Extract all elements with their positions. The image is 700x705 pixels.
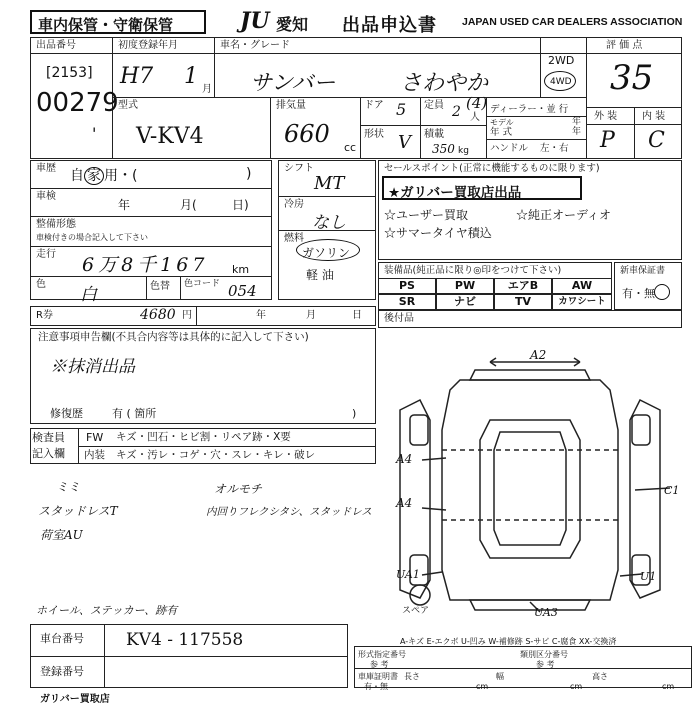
- fuel-label: 燃料: [284, 233, 304, 244]
- category-ref: 参 考: [536, 660, 555, 669]
- mark-c1: C1: [664, 484, 680, 497]
- inspector-note-4: オルモチ: [214, 482, 263, 496]
- r-ticket-day: 日: [352, 310, 362, 321]
- ju-logo: JU: [240, 8, 270, 34]
- maintenance-label: 整備形態: [36, 219, 76, 230]
- inspector-label: 検査員: [32, 431, 65, 444]
- length-cm: cm: [476, 682, 489, 691]
- handle-options: 左・右: [540, 143, 569, 154]
- lot-number-label: 出品番号: [36, 40, 76, 51]
- color-value: 白: [80, 285, 97, 305]
- warranty-circle: [654, 284, 670, 300]
- divider: [634, 107, 635, 159]
- mark-a2: A2: [530, 348, 547, 362]
- history-post: 用・(: [104, 168, 138, 184]
- declaration-label: 注意事項申告欄(不具合内容等は具体的に記入して下さい): [38, 331, 309, 343]
- equip-ps: PS: [378, 278, 436, 294]
- fuel-gas-circle: [296, 239, 360, 261]
- storage-box: [30, 10, 206, 34]
- reg-month: 1: [184, 64, 198, 89]
- maintenance-note: 車検付きの場合記入して下さい: [36, 233, 148, 242]
- sales-point-2: ☆純正オーディオ: [516, 208, 612, 222]
- car-damage-diagram: [380, 340, 680, 630]
- divider: [278, 196, 376, 197]
- inspector-interior: 内装: [84, 449, 105, 461]
- r-ticket-month: 月: [306, 310, 316, 321]
- cert-label: 車庫証明書: [358, 672, 398, 681]
- shaken-label: 車検: [36, 191, 56, 202]
- divider: [30, 53, 682, 54]
- color-swap-label: 色替: [150, 281, 170, 292]
- load-label: 積載: [424, 129, 444, 140]
- inspector-note-1: ミミ: [56, 480, 81, 494]
- form-label: 形式指定番号: [358, 650, 406, 659]
- history-value: [70, 165, 137, 185]
- shaken-month: 月(: [180, 198, 197, 212]
- era-year: H7: [120, 64, 154, 89]
- interior-label: 内 装: [642, 111, 666, 122]
- divider: [78, 446, 376, 447]
- capacity-unit: 人: [470, 112, 480, 123]
- door-label: ドア: [364, 100, 384, 111]
- divider: [30, 656, 348, 657]
- ac-label: 冷房: [284, 199, 304, 210]
- divider: [360, 125, 486, 126]
- doors: 5: [396, 100, 407, 119]
- handle-label: ハンドル: [490, 143, 529, 154]
- shift-label: シフト: [284, 163, 314, 174]
- divider: [30, 246, 272, 247]
- lot-mark: ': [92, 124, 97, 143]
- equip-leather-seat: カワシート: [552, 294, 612, 310]
- history-circled: 家: [84, 167, 104, 185]
- grade-score-label: 評 価 点: [606, 40, 643, 51]
- sales-points-label: セールスポイント(正常に機能するものに限ります): [384, 163, 600, 174]
- shaken-year: 年: [118, 198, 131, 212]
- color-code: 054: [228, 282, 257, 300]
- chassis-label: 車台番号: [40, 632, 84, 645]
- mark-ua1: UA1: [396, 568, 420, 581]
- divider: [586, 37, 587, 159]
- divider: [112, 97, 586, 98]
- warranty-value: 有・無: [622, 287, 655, 300]
- category-label: 類別区分番号: [520, 650, 568, 659]
- repair-close: ): [352, 407, 357, 420]
- displacement-label: 排気量: [276, 100, 306, 111]
- footer-stamp: ガリバー買取店: [40, 694, 110, 705]
- cc-unit: cc: [344, 141, 357, 154]
- shift-value: MT: [314, 173, 345, 194]
- shaken-day: 日): [232, 198, 249, 212]
- inspector-note-3: 荷室AU: [40, 528, 83, 542]
- mileage-unit: km: [232, 263, 250, 276]
- gulliver-banner-box: [382, 176, 582, 200]
- car-grade: さわやか: [400, 71, 489, 96]
- repair-label: 修復歴: [50, 407, 83, 420]
- history-frame: [30, 160, 272, 300]
- capacity-label: 定員: [424, 100, 444, 111]
- lot-bracket-number: [2153]: [46, 65, 93, 81]
- shape-label: 形状: [364, 129, 384, 140]
- form-title: 出品申込書: [342, 15, 437, 36]
- model-change-value: 年: [572, 117, 582, 127]
- model-year-label: 年 式: [490, 127, 513, 138]
- inspector-fw: FW: [86, 431, 104, 444]
- color-label: 色: [36, 279, 46, 290]
- first-reg-label: 初度登録年月: [118, 40, 178, 51]
- fuel-diesel: 軽 油: [306, 268, 334, 282]
- width-cm: cm: [570, 682, 583, 691]
- top-grid-frame: [30, 37, 682, 159]
- ac-value: なし: [312, 213, 346, 233]
- divider: [354, 668, 692, 669]
- sales-point-3: ☆サマータイヤ積込: [384, 226, 492, 240]
- divider: [196, 306, 197, 326]
- sales-point-1: ☆ユーザー買取: [384, 208, 469, 222]
- displacement: 660: [284, 120, 330, 148]
- capacity: 2: [452, 104, 461, 120]
- equip-navi: ナビ: [436, 294, 494, 310]
- divider: [180, 276, 181, 300]
- cert-value: 有・無: [364, 682, 388, 691]
- length-label: 長さ: [404, 672, 420, 681]
- equip-sr: SR: [378, 294, 436, 310]
- equip-pw: PW: [436, 278, 494, 294]
- mileage-label: 走行: [36, 249, 56, 260]
- gulliver-banner: ★ガリバー買取店出品: [388, 185, 522, 201]
- interior-score: C: [648, 128, 665, 153]
- divider: [30, 276, 272, 277]
- r-ticket-yen: 円: [182, 310, 192, 321]
- history-label: 車歴: [36, 163, 56, 174]
- model-label: 型式: [118, 100, 138, 111]
- lot-number: 00279: [36, 88, 119, 118]
- inspector-note-5: 内回りフレクシタシ、スタッドレス: [206, 506, 372, 518]
- r-ticket-year: 年: [256, 310, 266, 321]
- shape: V: [398, 132, 411, 153]
- divider: [270, 97, 271, 159]
- mark-ua3: UA3: [534, 606, 558, 619]
- warranty-label: 新車保証書: [620, 266, 666, 276]
- r-ticket-amount: 4680: [140, 307, 176, 323]
- chassis-number: KV4 - 117558: [126, 630, 244, 650]
- divider: [360, 97, 361, 159]
- storage-label: 車内保管・守衛保管: [38, 16, 174, 34]
- divider: [486, 139, 586, 140]
- divider: [214, 37, 215, 97]
- divider: [420, 97, 421, 159]
- divider: [486, 97, 487, 159]
- drive-2wd: 2WD: [548, 54, 575, 67]
- inspector-field-label: 記入欄: [32, 447, 65, 460]
- exterior-label: 外 装: [594, 111, 618, 122]
- equipment-label: 装備品(純正品に限り◎印をつけて下さい): [384, 265, 562, 276]
- equip-tv: TV: [494, 294, 552, 310]
- drive-4wd-circle: [544, 71, 576, 91]
- load-unit: kg: [458, 146, 469, 156]
- declaration: ※抹消出品: [50, 357, 135, 377]
- divider: [30, 216, 272, 217]
- mark-a4-top: A4: [396, 452, 413, 466]
- region-label: 愛知: [276, 15, 309, 34]
- model-year-unit: 年: [572, 127, 582, 137]
- color-code-label: 色コード: [184, 279, 221, 289]
- grade-score: 35: [610, 58, 654, 98]
- fuel-gas: ガソリン: [302, 246, 351, 260]
- damage-legend: A-キズ E-エクボ U-凹み W-補修跡 S-サビ C-腐食 XX-交換済: [400, 637, 617, 646]
- drive-4wd: 4WD: [550, 77, 572, 87]
- model-change-label: モデル: [490, 118, 514, 127]
- capacity-alt: (4): [466, 94, 488, 112]
- inspector-note-6: ホイール、ステッカー、跡有: [36, 604, 178, 617]
- spare-label: スペア: [402, 606, 430, 616]
- divider: [278, 230, 376, 231]
- load: 350: [432, 142, 455, 156]
- inspector-interior-codes: キズ・汚レ・コゲ・穴・スレ・キレ・破レ: [116, 449, 316, 461]
- r-ticket-label: R券: [36, 310, 53, 321]
- reg-month-unit: 月: [202, 84, 212, 95]
- exterior-score: P: [600, 128, 615, 153]
- post-install-label: 後付品: [384, 313, 414, 324]
- model-code: V-KV4: [136, 124, 204, 149]
- reg-number-label: 登録番号: [40, 665, 84, 678]
- form-ref: 参 考: [370, 660, 389, 669]
- height-cm: cm: [662, 682, 675, 691]
- divider: [540, 37, 541, 97]
- mark-u1: U1: [640, 570, 657, 583]
- divider: [146, 276, 147, 300]
- history-pre: 自: [70, 168, 84, 184]
- width-label: 幅: [496, 672, 504, 681]
- dealer-label: ディーラー・並 行: [490, 104, 569, 115]
- height-label: 高さ: [592, 672, 608, 681]
- association-name: JAPAN USED CAR DEALERS ASSOCIATION: [462, 16, 683, 28]
- inspector-exterior-codes: キズ・凹石・ヒビ割・リペア跡・X要: [116, 431, 291, 443]
- mark-a4-mid: A4: [396, 496, 413, 510]
- repair-value: 有 ( 箇所: [112, 407, 157, 420]
- divider: [586, 124, 682, 125]
- divider: [30, 188, 272, 189]
- post-install-frame: [378, 310, 682, 328]
- equip-aw: AW: [552, 278, 612, 294]
- car-name-label: 車名・グレード: [220, 40, 290, 51]
- equip-airbag: エアB: [494, 278, 552, 294]
- r-ticket-frame: [30, 306, 376, 326]
- car-name: サンバー: [250, 71, 336, 96]
- inspector-note-2: スタッドレスT: [38, 504, 118, 518]
- mileage: 6万8千167: [82, 254, 209, 276]
- history-close: ): [246, 166, 252, 182]
